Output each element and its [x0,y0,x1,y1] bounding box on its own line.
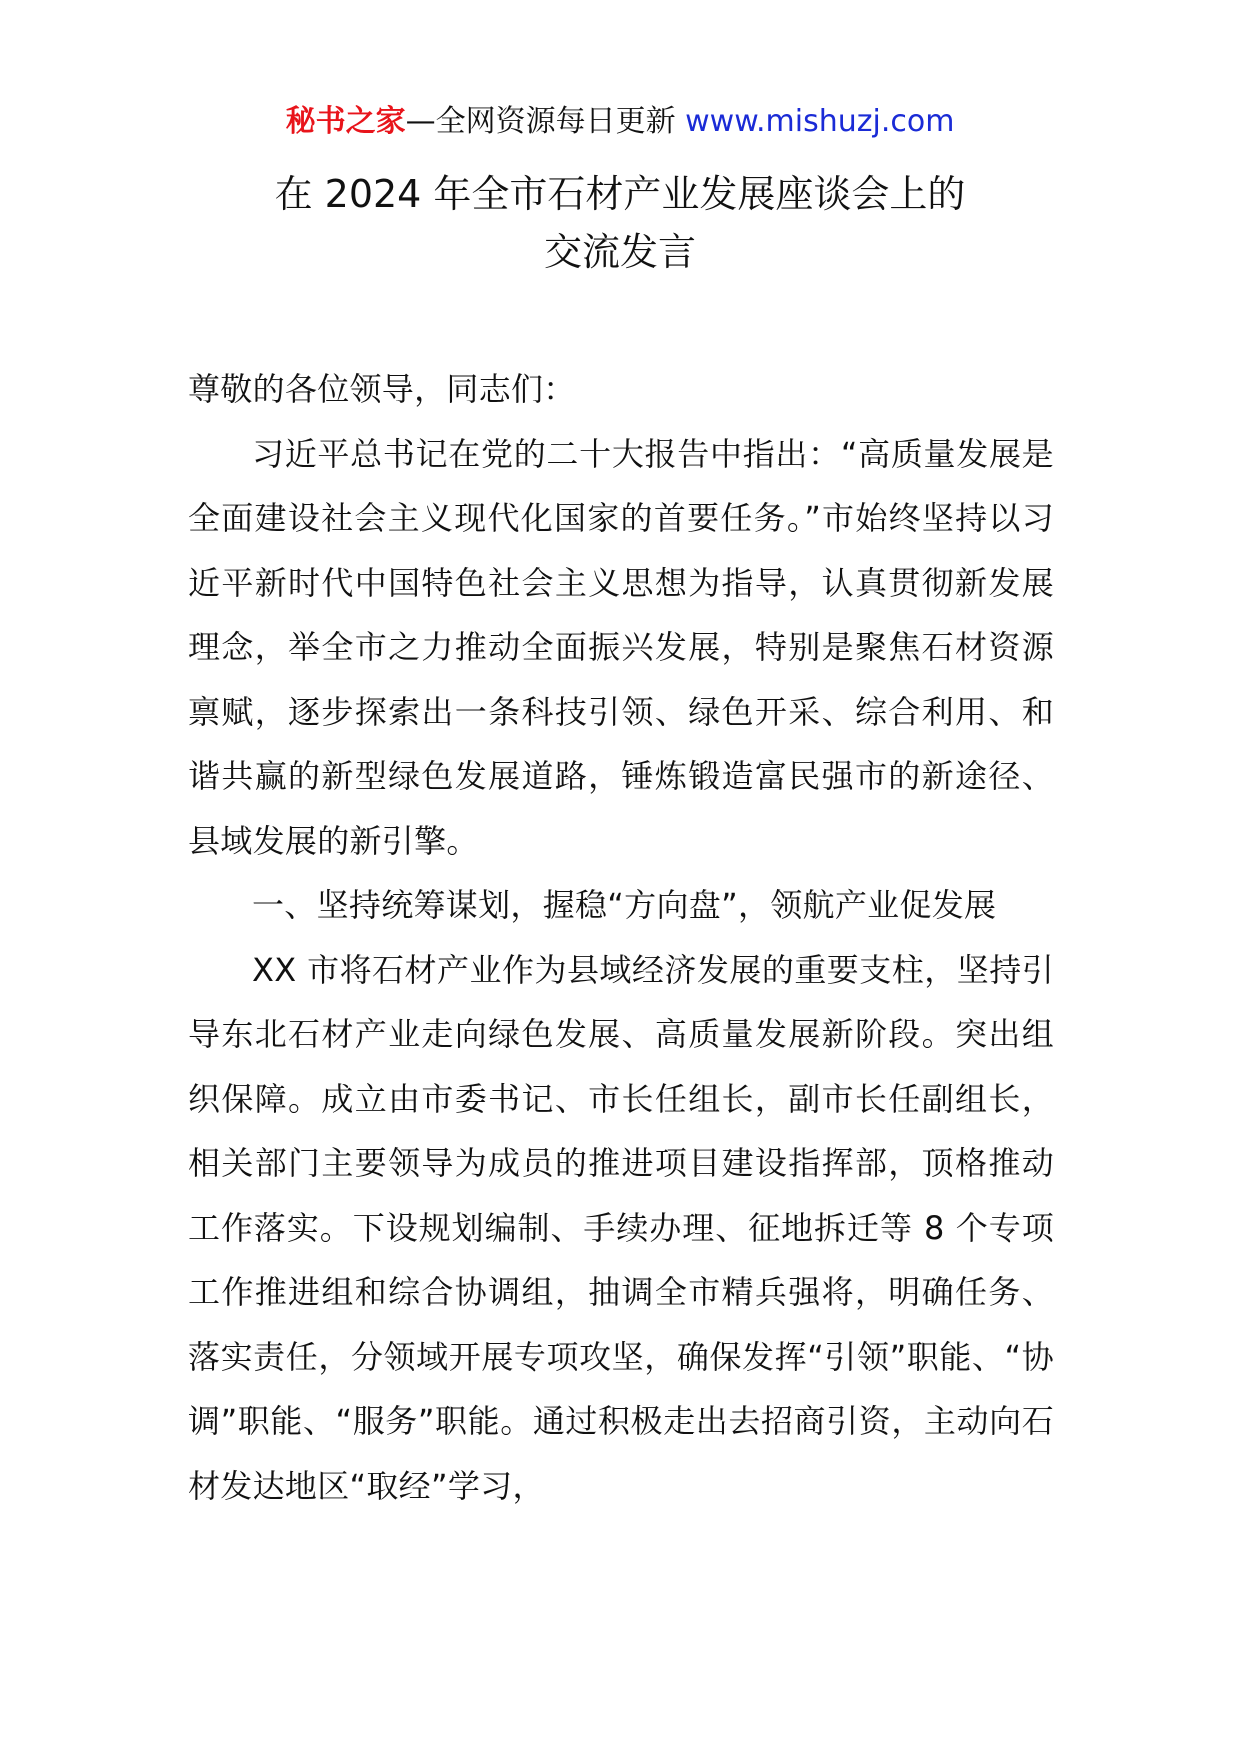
document-body [188,357,1054,1518]
brand-name: 秘书之家 [285,104,406,139]
salutation: 尊敬的各位领导，同志们： [188,370,576,408]
document-title [0,165,1240,281]
section-heading-1: 一、坚持统筹谋划，握稳“方向盘”，领航产业促发展 [252,886,997,924]
title-line-2: 交流发言 [543,230,696,274]
paragraph-intro: 习近平总书记在党的二十大报告中指出：“高质量发展是全面建设社会主义现代化国家的首要任务。”市始终坚持以习近平新时代中国特色社会主义思想为指导，认真贯彻新发展理念，举全市之力推动全面振兴发展，特别是聚焦石材资源禀赋，逐步探索出一条科技引领、绿色开采、综合利用、和谐共赢的新型绿色发展道路，锤炼锻造富民强市的新途径、县域发展的新引擎。 [188,434,1054,860]
site-url-link[interactable]: www.mishuzj.com [685,104,955,139]
title-line-1: 在 2024 年全市石材产业发展座谈会上的 [274,172,966,216]
watermark-header [0,100,1240,144]
paragraph-section-1: XX 市将石材产业作为县域经济发展的重要支柱，坚持引导东北石材产业走向绿色发展、高质量发展新阶段。突出组织保障。成立由市委书记、市长任组长，副市长任副组长，相关部门主要领导为成员的推进项目建设指挥部，顶格推动工作落实。下设规划编制、手续办理、征地拆迁等 8 个专项工作推进组和综合协调组，抽调全市精兵强将，明确任务、落实责任，分领域开展专项攻坚，确保发挥“引领”职能、“协调”职能、“服务”职能。通过积极走出去招商引资，主动向石材发达地区“取经”学习， [188,950,1054,1505]
header-tagline: —全网资源每日更新 [405,104,686,139]
